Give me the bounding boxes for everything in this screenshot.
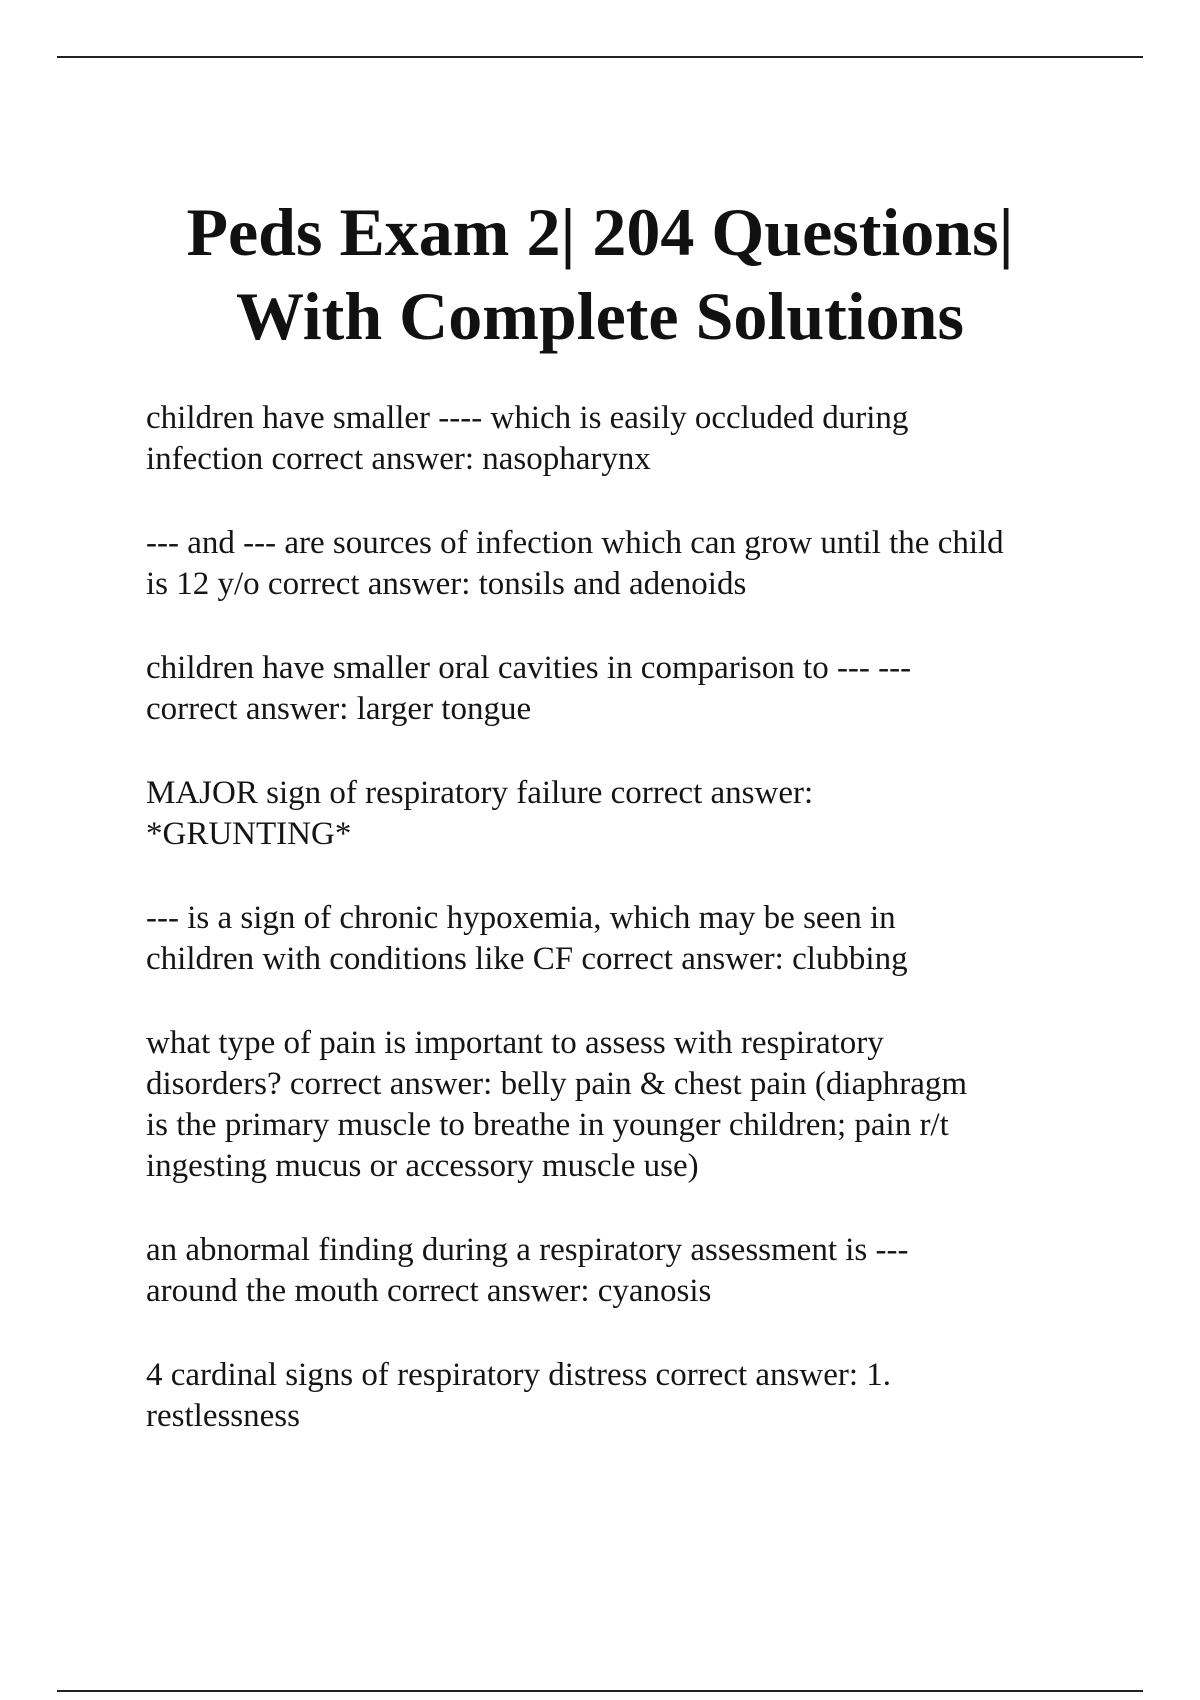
qa-line: restlessness — [146, 1398, 300, 1434]
qa-item-3 — [146, 648, 1106, 730]
qa-line: --- and --- are sources of infection which can grow until the child — [146, 525, 1004, 561]
qa-line: MAJOR sign of respiratory failure correct answer: — [146, 775, 814, 811]
page-title — [60, 190, 1140, 358]
title-line-1: Peds Exam 2| 204 Questions| — [186, 194, 1014, 270]
qa-item-6 — [146, 1023, 1106, 1187]
bottom-rule — [57, 1690, 1143, 1692]
qa-line: ingesting mucus or accessory muscle use) — [146, 1148, 699, 1184]
qa-line: what type of pain is important to assess with respiratory — [146, 1025, 884, 1061]
top-rule — [57, 56, 1143, 58]
qa-item-1 — [146, 398, 1106, 480]
qa-line: correct answer: larger tongue — [146, 691, 532, 727]
qa-line: children have smaller oral cavities in comparison to --- --- — [146, 650, 912, 686]
qa-line: children have smaller ---- which is easily occluded during — [146, 400, 909, 436]
qa-line: *GRUNTING* — [146, 816, 352, 852]
qa-line: --- is a sign of chronic hypoxemia, which may be seen in — [146, 900, 896, 936]
qa-line: is the primary muscle to breathe in younger children; pain r/t — [146, 1107, 949, 1143]
qa-item-7 — [146, 1230, 1106, 1312]
qa-list — [146, 398, 1106, 1480]
qa-line: infection correct answer: nasopharynx — [146, 441, 651, 477]
qa-line: an abnormal finding during a respiratory assessment is --- — [146, 1232, 909, 1268]
qa-line: disorders? correct answer: belly pain & chest pain (diaphragm — [146, 1066, 968, 1102]
qa-item-4 — [146, 773, 1106, 855]
qa-item-5 — [146, 898, 1106, 980]
qa-item-2 — [146, 523, 1106, 605]
qa-line: children with conditions like CF correct answer: clubbing — [146, 941, 908, 977]
title-line-2: With Complete Solutions — [236, 278, 964, 354]
qa-line: 4 cardinal signs of respiratory distress correct answer: 1. — [146, 1357, 892, 1393]
qa-line: around the mouth correct answer: cyanosis — [146, 1273, 712, 1309]
qa-item-8 — [146, 1355, 1106, 1437]
qa-line: is 12 y/o correct answer: tonsils and adenoids — [146, 566, 747, 602]
